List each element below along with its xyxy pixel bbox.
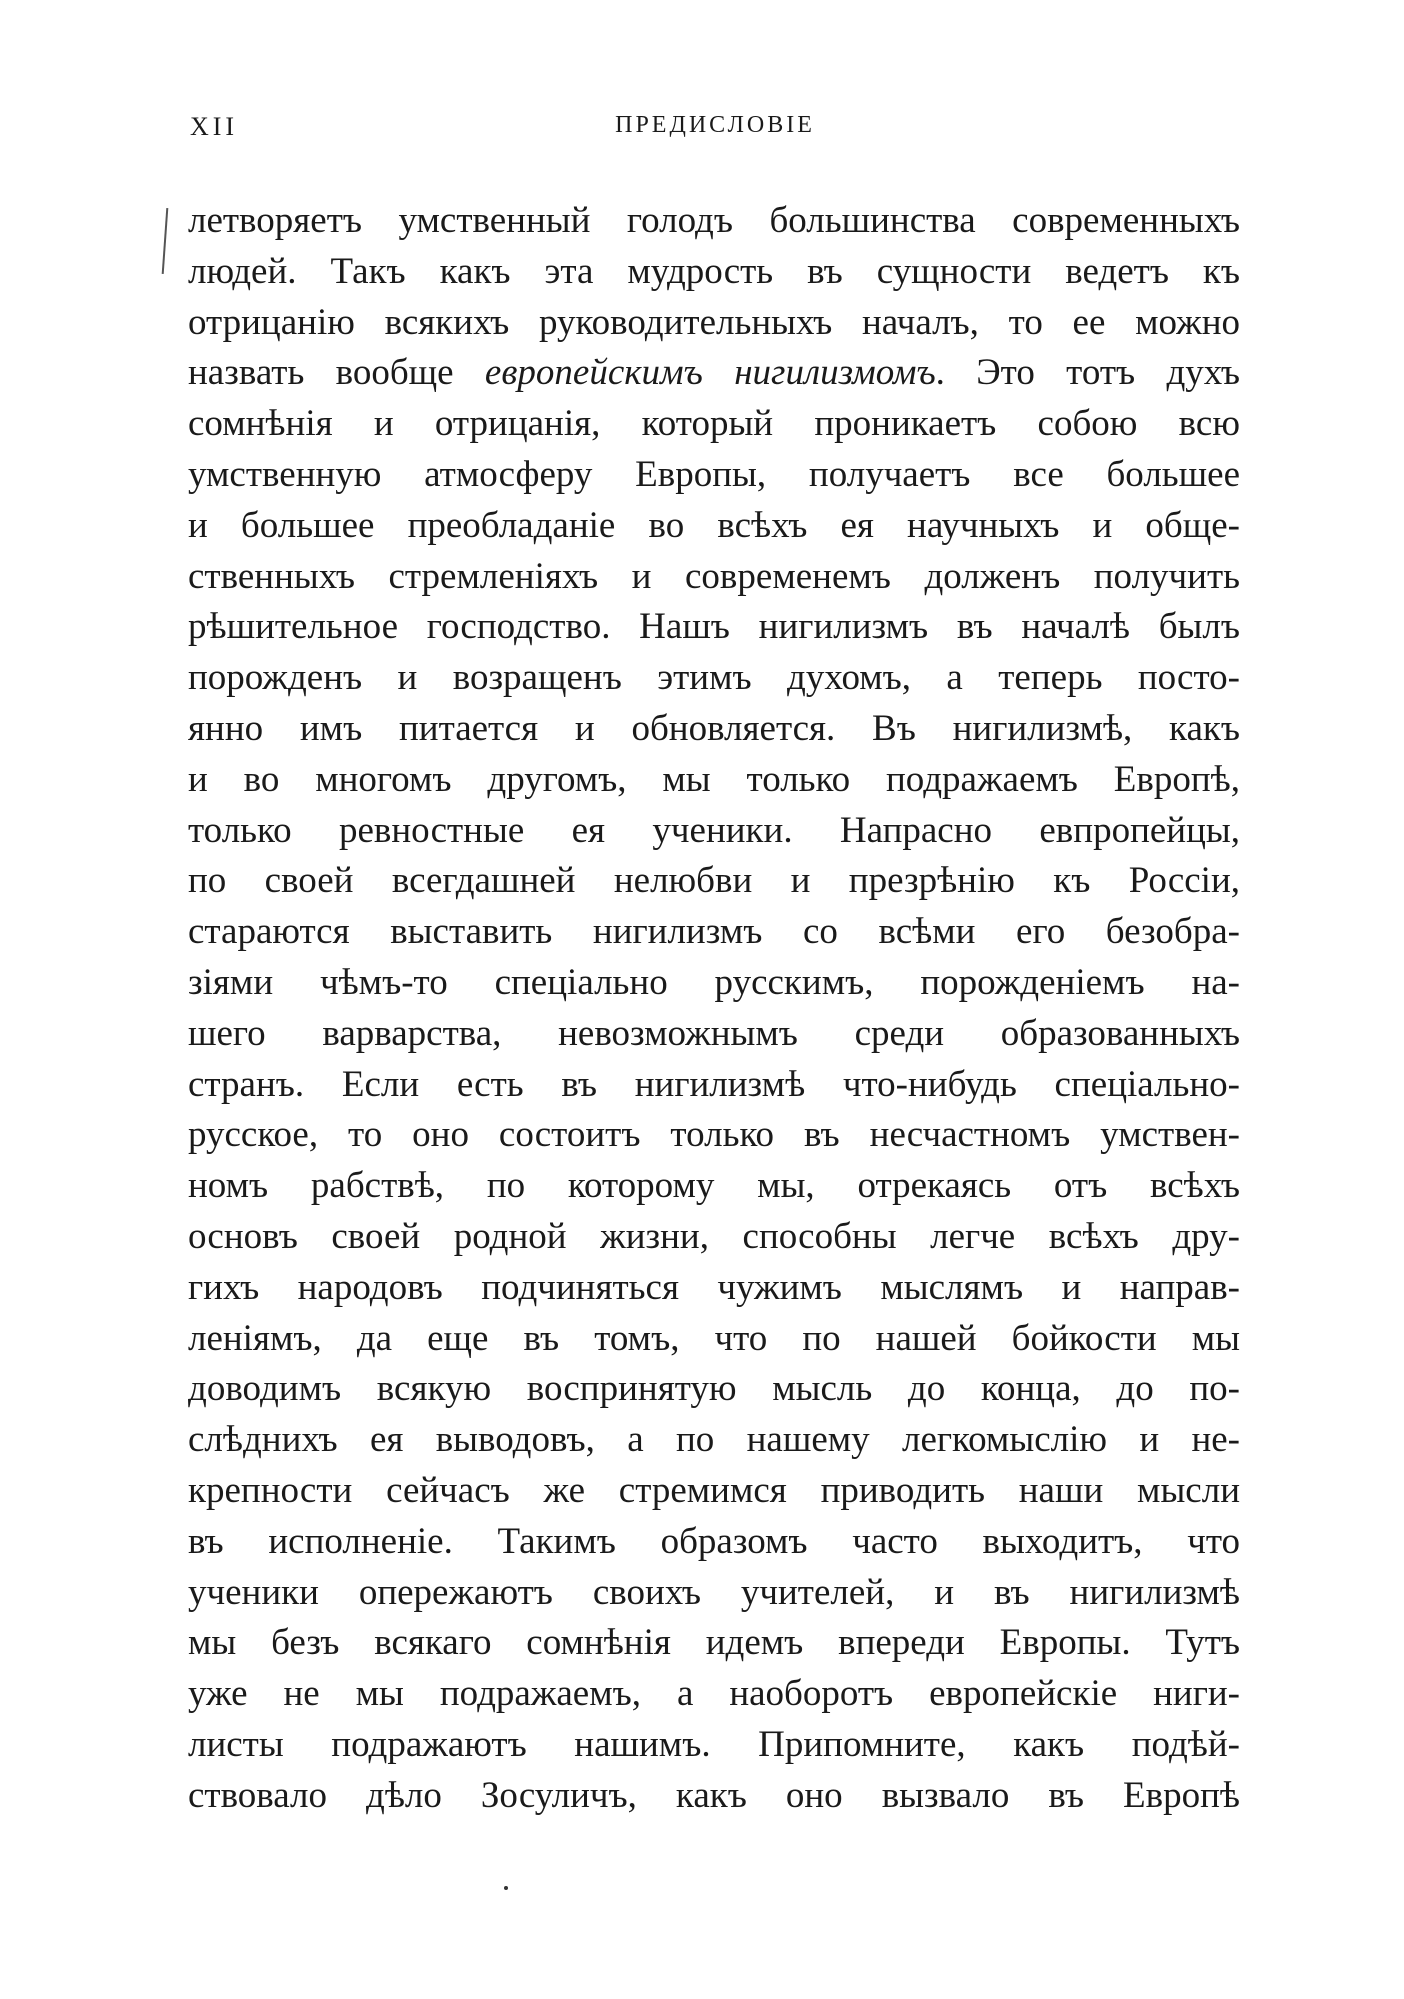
margin-pencil-mark xyxy=(162,208,169,274)
running-title: ПРЕДИСЛОВІЕ xyxy=(615,112,815,138)
text-line: въ исполненіе. Такимъ образомъ часто выходитъ, что xyxy=(188,1520,1240,1562)
text-line: уже не мы подражаемъ, а наоборотъ европейскіе ниги- xyxy=(188,1673,1240,1715)
text-line: янно имъ питается и обновляется. Въ нигилизмѣ, какъ xyxy=(188,707,1240,749)
text-line: гихъ народовъ подчиняться чужимъ мыслямъ и направ- xyxy=(188,1266,1240,1308)
text-line: номъ рабствѣ, по которому мы, отрекаясь отъ всѣхъ xyxy=(188,1165,1240,1207)
text-line: крепности сейчасъ же стремимся приводить наши мысли xyxy=(188,1469,1240,1511)
body-text xyxy=(188,196,1240,1822)
text-line: отрицанію всякихъ руководительныхъ началъ, то ее можно xyxy=(188,301,1240,343)
ink-speck xyxy=(504,1886,508,1890)
text-line: ствовало дѣло Зосуличъ, какъ оно вызвало въ Европѣ xyxy=(188,1774,1240,1816)
text-line: ученики опережаютъ своихъ учителей, и въ нигилизмѣ xyxy=(188,1571,1240,1613)
text-line: ственныхъ стремленіяхъ и современемъ долженъ получить xyxy=(188,555,1240,597)
page-header xyxy=(190,112,1240,152)
text-line: шего варварства, невозможнымъ среди образованныхъ xyxy=(188,1012,1240,1054)
text-line: основъ своей родной жизни, способны легче всѣхъ дру- xyxy=(188,1215,1240,1257)
text-line: и большее преобладаніе во всѣхъ ея научныхъ и обще- xyxy=(188,504,1240,546)
text-line: странъ. Если есть въ нигилизмѣ что-нибудь спеціально- xyxy=(188,1063,1240,1105)
text-line: русское, то оно состоитъ только въ несчастномъ умствен- xyxy=(188,1114,1240,1156)
text-line: слѣднихъ ея выводовъ, а по нашему легкомыслію и не- xyxy=(188,1419,1240,1461)
text-line: умственную атмосферу Европы, получаетъ все большее xyxy=(188,453,1240,495)
text-line: летворяетъ умственный голодъ большинства современныхъ xyxy=(188,200,1240,241)
text-line: порожденъ и возращенъ этимъ духомъ, а теперь посто- xyxy=(188,657,1240,699)
text-line: по своей всегдашней нелюбви и презрѣнію къ Россіи, xyxy=(188,860,1240,902)
text-line: рѣшительное господство. Нашъ нигилизмъ въ началѣ былъ xyxy=(188,606,1240,648)
text-line: доводимъ всякую воспринятую мысль до конца, до по- xyxy=(188,1368,1240,1410)
text-line: людей. Такъ какъ эта мудрость въ сущности ведетъ къ xyxy=(188,250,1240,292)
text-line: зіями чѣмъ-то спеціально русскимъ, порожденіемъ на- xyxy=(188,961,1240,1003)
text-line: и во многомъ другомъ, мы только подражаемъ Европѣ, xyxy=(188,758,1240,800)
text-line: мы безъ всякаго сомнѣнія идемъ впереди Европы. Тутъ xyxy=(188,1622,1240,1664)
text-line: леніямъ, да еще въ томъ, что по нашей бойкости мы xyxy=(188,1317,1240,1359)
text-line: только ревностные ея ученики. Напрасно евпропейцы, xyxy=(188,809,1240,851)
text-line: сомнѣнія и отрицанія, который проникаетъ собою всю xyxy=(188,403,1240,445)
text-line: назвать вообще европейскимъ нигилизмомъ. Это тотъ духъ xyxy=(188,352,1240,394)
page-number: XII xyxy=(190,112,239,141)
text-line: стараются выставить нигилизмъ со всѣми его безобра- xyxy=(188,911,1240,953)
text-line: листы подражаютъ нашимъ. Припомните, какъ подѣй- xyxy=(188,1723,1240,1765)
emphasized-term: европейскимъ нигилизмомъ xyxy=(484,352,936,394)
